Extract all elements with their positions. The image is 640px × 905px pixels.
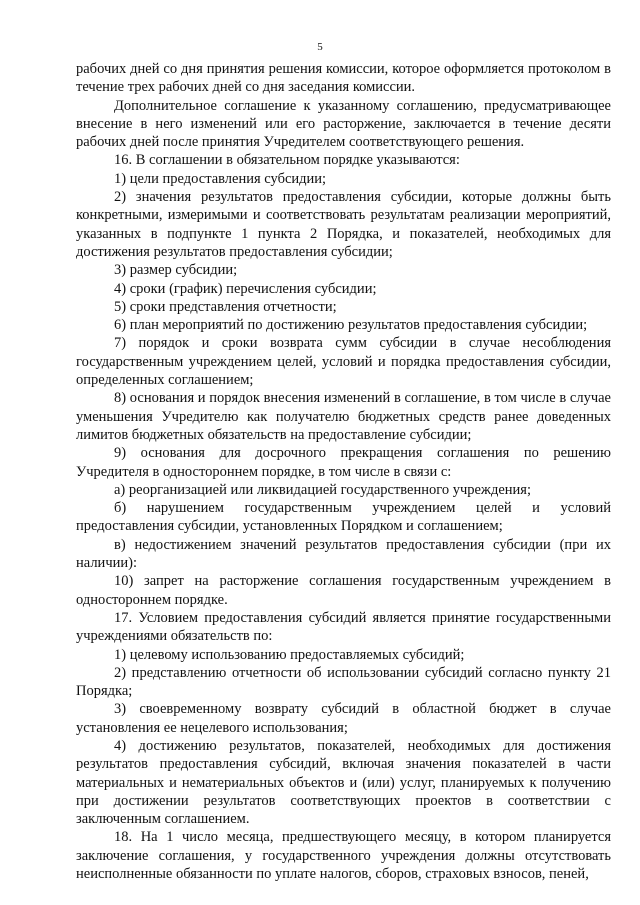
list-item: 3) размер субсидии; <box>114 262 238 279</box>
page-number: 5 <box>317 41 323 53</box>
list-item: 4) сроки (график) перечисления субсидии; <box>114 280 377 297</box>
paragraph: рабочих дней со дня принятия решения комиссии, которое оформляется протоколом в течение трех рабочих дней со дня заседания комиссии. <box>76 61 611 96</box>
sub-list-item: а) реорганизацией или ликвидацией государственного учреждения; <box>114 481 531 498</box>
list-item: 7) порядок и сроки возврата сумм субсидии в случае несоблюдения государственным учреждением целей, условий и порядка предоставления субсидии, определенных соглашением; <box>76 335 611 389</box>
list-item: 8) основания и порядок внесения изменений в соглашение, в том числе в случае уменьшения Учредителю как получателю бюджетных средств ранее доведенных лимитов бюджетных обязательств на предоставление субсидии; <box>76 390 611 443</box>
list-item: 4) достижению результатов, показателей, необходимых для достижения результатов предоставления субсидий, включая значения показателей в части материальных и нематериальных объектов и (или) услуг, планируемых к получению при достижении результатов соответствующих проектов в соответствии с заключенным соглашением. <box>76 737 611 828</box>
list-item: 2) представлению отчетности об использовании субсидий согласно пункту 21 Порядка; <box>76 664 611 700</box>
sub-list-item: в) недостижением значений результатов предоставления субсидии (при их наличии): <box>76 536 611 572</box>
section-heading: 16. В соглашении в обязательном порядке указываются: <box>114 152 460 169</box>
section-heading: 18. На 1 число месяца, предшествующего месяцу, в котором планируется заключение соглашения, у государственного учреждения должны отсутствовать неисполненные обязанности по уплате налогов, сборов, страховых взносов, пеней, <box>76 829 611 883</box>
list-item: 9) основания для досрочного прекращения соглашения по решению Учредителя в одностороннем порядке, в том числе в связи с: <box>76 445 611 480</box>
document-body <box>76 60 611 883</box>
sub-list-item: б) нарушением государственным учреждением целей и условий предоставления субсидии, установленных Порядком и соглашением; <box>76 500 611 535</box>
list-item: 1) целевому использованию предоставляемых субсидий; <box>114 646 465 663</box>
paragraph: Дополнительное соглашение к указанному соглашению, предусматривающее внесение в него изменений или его расторжение, заключается в течение десяти рабочих дней после принятия Учредителем соответствующего решения. <box>76 97 611 151</box>
list-item: 1) цели предоставления субсидии; <box>114 170 327 187</box>
list-item: 2) значения результатов предоставления субсидии, которые должны быть конкретными, измеримыми и соответствовать результатам реализации мероприятий, указанных в подпункте 1 пункта 2 Порядка, и показателей, необходимых для достижения результатов предоставления субсидии; <box>76 189 611 260</box>
section-heading: 17. Условием предоставления субсидий является принятие государственными учреждениями обязательств по: <box>76 609 611 645</box>
list-item: 10) запрет на расторжение соглашения государственным учреждением в одностороннем порядке. <box>76 573 611 608</box>
list-item: 5) сроки представления отчетности; <box>114 298 337 315</box>
list-item: 6) план мероприятий по достижению результатов предоставления субсидии; <box>114 317 588 334</box>
list-item: 3) своевременному возврату субсидий в областной бюджет в случае установления ее нецелевого использования; <box>76 701 611 736</box>
